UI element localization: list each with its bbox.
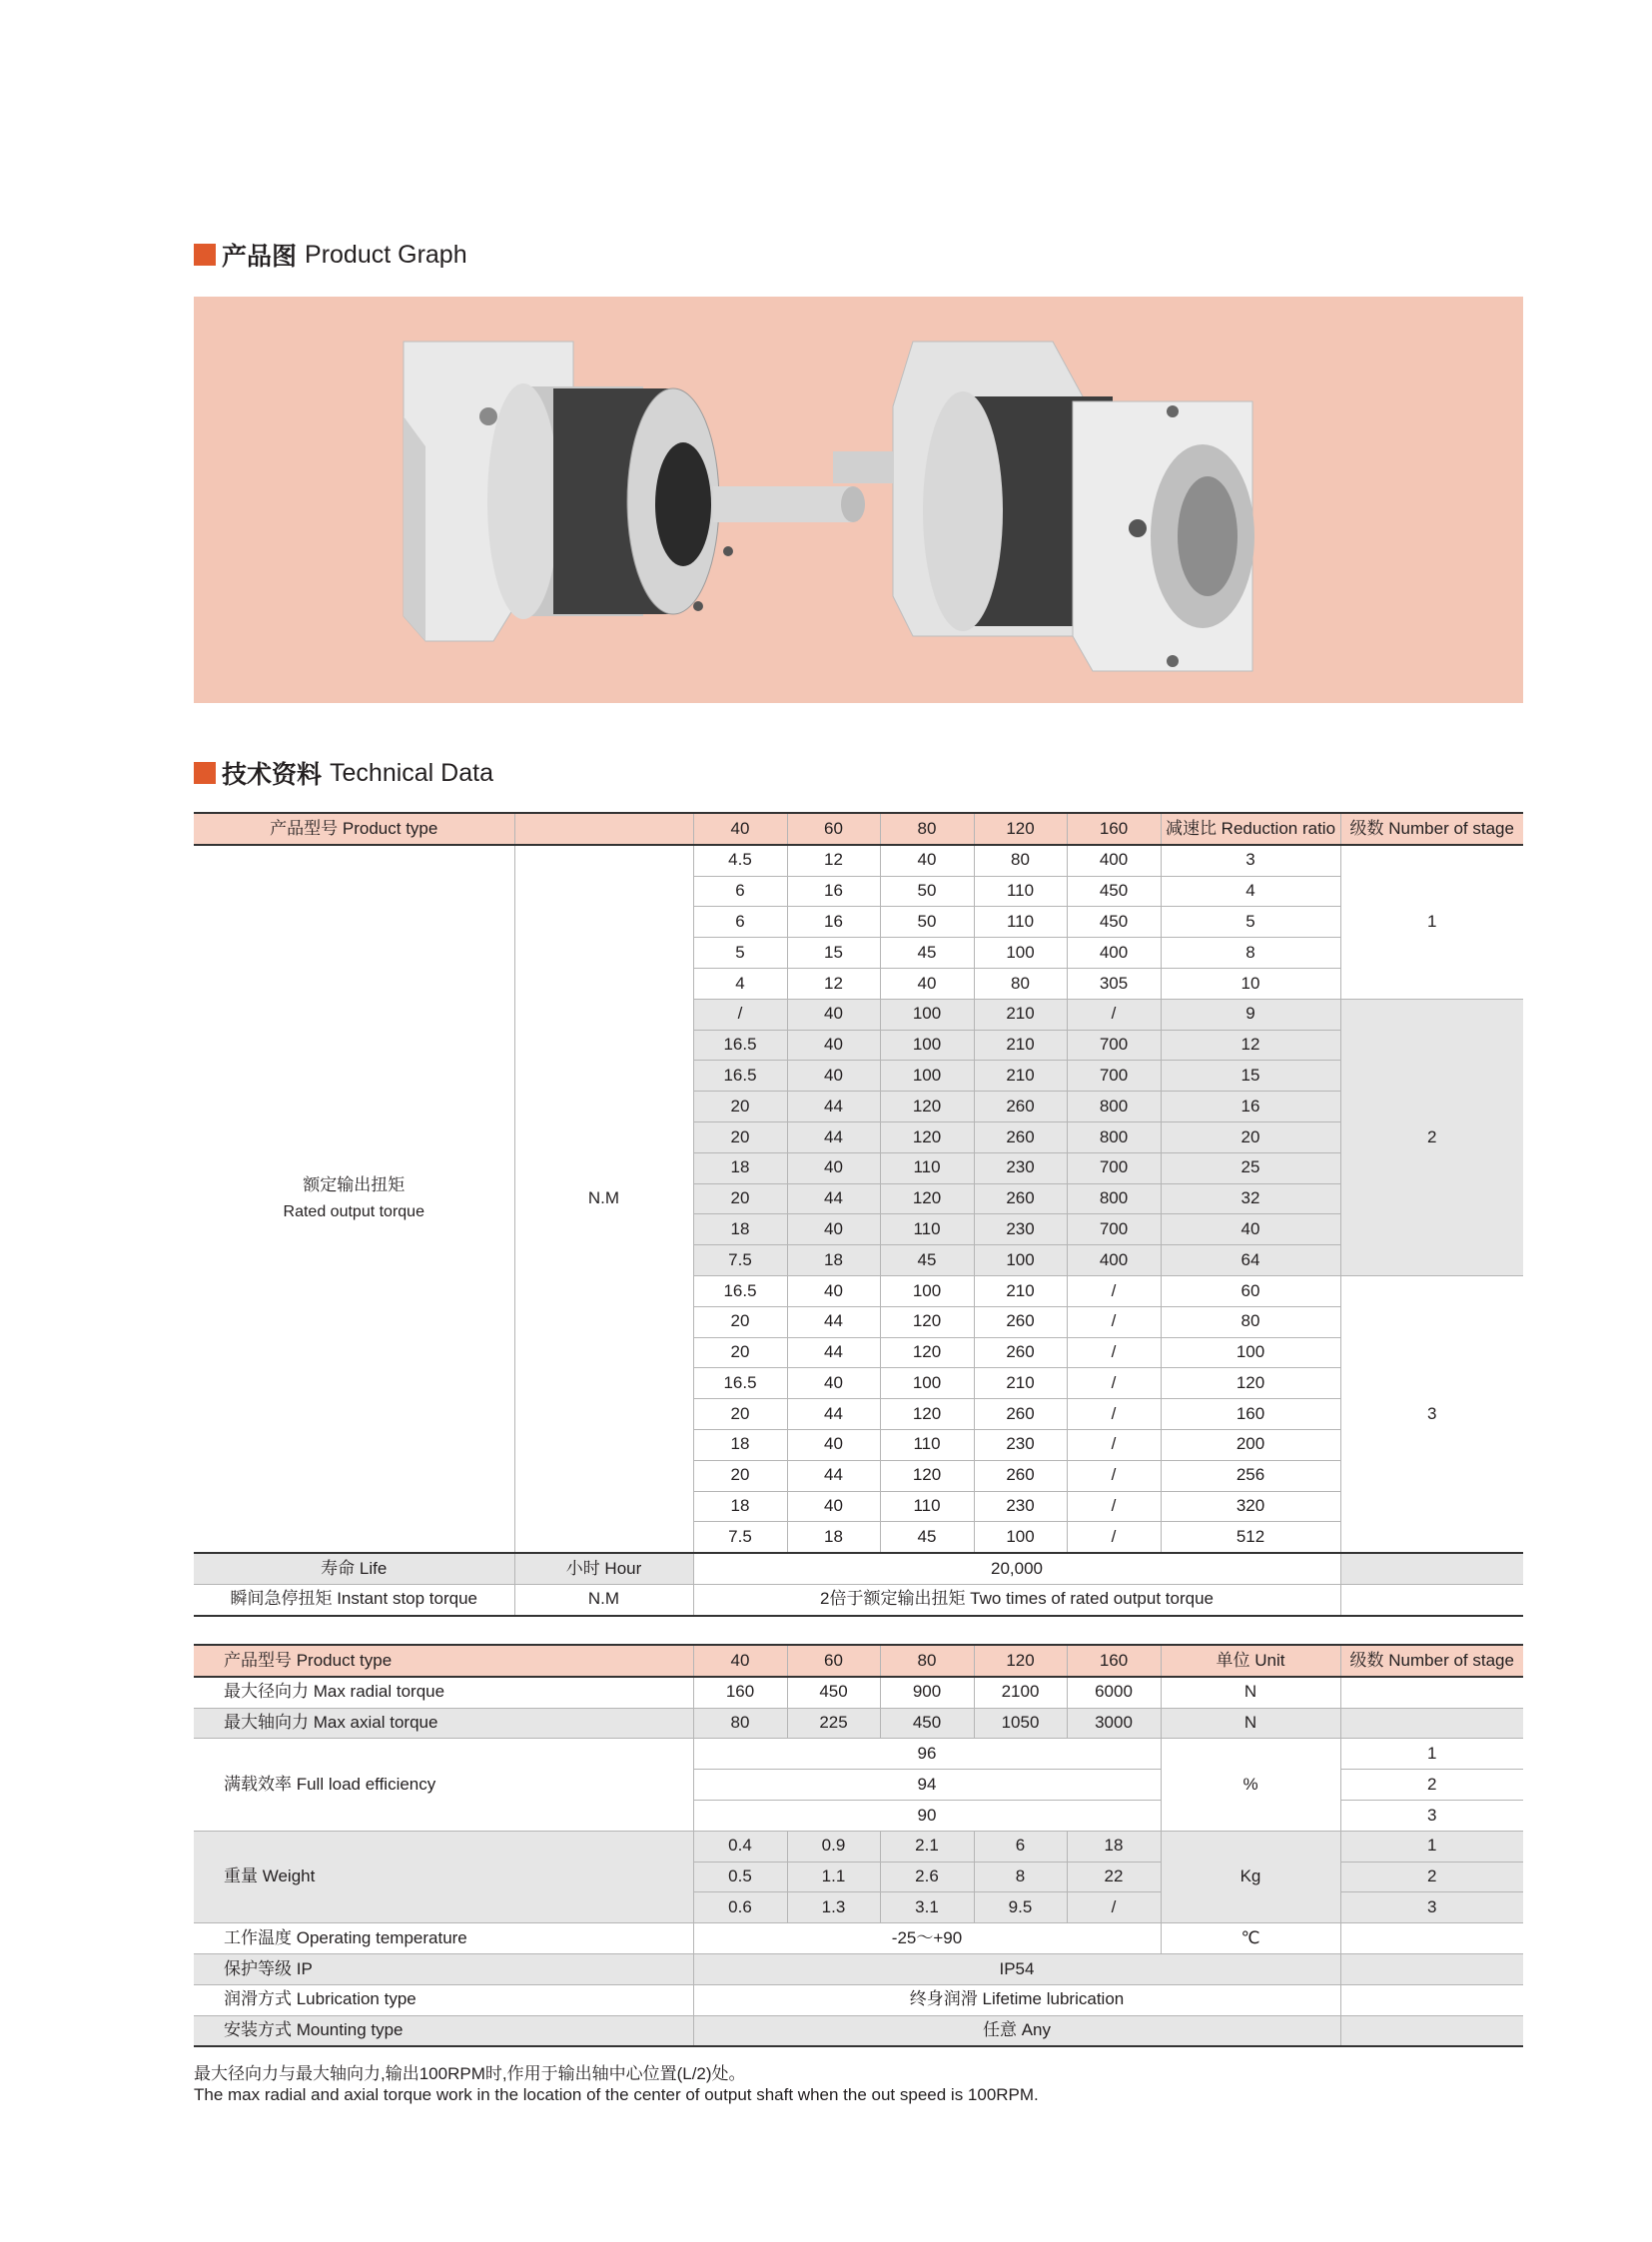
- max-radial-value: 2100: [974, 1677, 1067, 1708]
- torque-value: /: [1067, 1306, 1161, 1337]
- stage-value: 3: [1340, 1275, 1523, 1553]
- header-number-of-stage: 级数 Number of stage: [1340, 813, 1523, 845]
- section-marker: [194, 762, 216, 784]
- table-row: [194, 845, 1523, 876]
- reduction-ratio-value: 16: [1161, 1092, 1340, 1122]
- header-unit: 单位 Unit: [1161, 1645, 1340, 1677]
- blank-cell: [1340, 1708, 1523, 1739]
- torque-value: 44: [787, 1183, 880, 1214]
- reduction-ratio-value: 100: [1161, 1337, 1340, 1368]
- torque-value: 700: [1067, 1061, 1161, 1092]
- life-row: [194, 1553, 1523, 1584]
- lubrication-value: 终身润滑 Lifetime lubrication: [693, 1984, 1340, 2015]
- instant-stop-unit: N.M: [514, 1584, 693, 1615]
- torque-value: 45: [880, 1522, 974, 1553]
- torque-value: 210: [974, 999, 1067, 1030]
- weight-unit: Kg: [1161, 1831, 1340, 1922]
- torque-value: 20: [693, 1121, 787, 1152]
- torque-value: 260: [974, 1460, 1067, 1491]
- torque-value: 18: [693, 1491, 787, 1522]
- header-model: 80: [880, 1645, 974, 1677]
- max-axial-row: [194, 1708, 1523, 1739]
- weight-value: 0.6: [693, 1892, 787, 1923]
- header-number-of-stage: 级数 Number of stage: [1340, 1645, 1523, 1677]
- torque-value: 40: [787, 1275, 880, 1306]
- torque-value: 45: [880, 938, 974, 969]
- temperature-unit: ℃: [1161, 1923, 1340, 1954]
- torque-value: 40: [787, 1429, 880, 1460]
- max-axial-unit: N: [1161, 1708, 1340, 1739]
- torque-value: 40: [787, 1061, 880, 1092]
- max-axial-value: 450: [880, 1708, 974, 1739]
- header-model: 40: [693, 813, 787, 845]
- torque-value: 100: [880, 1061, 974, 1092]
- efficiency-value: 90: [693, 1800, 1161, 1831]
- torque-value: 230: [974, 1429, 1067, 1460]
- section-marker: [194, 244, 216, 266]
- instant-stop-label: 瞬间急停扭矩 Instant stop torque: [194, 1584, 514, 1615]
- torque-value: /: [1067, 1460, 1161, 1491]
- torque-value: 18: [693, 1429, 787, 1460]
- reduction-ratio-value: 320: [1161, 1491, 1340, 1522]
- max-radial-value: 450: [787, 1677, 880, 1708]
- stage-value: 1: [1340, 1739, 1523, 1770]
- torque-value: 18: [787, 1522, 880, 1553]
- blank-cell: [1340, 1584, 1523, 1615]
- stage-value: 1: [1340, 845, 1523, 999]
- life-unit: 小时 Hour: [514, 1553, 693, 1584]
- torque-value: 16.5: [693, 1368, 787, 1399]
- gearbox-photo-illustration: [194, 297, 1523, 703]
- torque-value: 44: [787, 1306, 880, 1337]
- torque-value: 7.5: [693, 1245, 787, 1276]
- header-reduction-ratio: 减速比 Reduction ratio: [1161, 813, 1340, 845]
- blank-cell: [1340, 1984, 1523, 2015]
- torque-value: 120: [880, 1399, 974, 1430]
- header-model: 120: [974, 813, 1067, 845]
- torque-value: 100: [880, 1368, 974, 1399]
- torque-value: 100: [880, 1275, 974, 1306]
- torque-value: 20: [693, 1460, 787, 1491]
- ip-row: [194, 1953, 1523, 1984]
- reduction-ratio-value: 3: [1161, 845, 1340, 876]
- blank-cell: [1340, 1923, 1523, 1954]
- table-header-row: [194, 1645, 1523, 1677]
- weight-value: 6: [974, 1831, 1067, 1862]
- torque-value: 120: [880, 1337, 974, 1368]
- torque-value: 6: [693, 876, 787, 907]
- stage-value: 2: [1340, 1770, 1523, 1801]
- max-axial-value: 3000: [1067, 1708, 1161, 1739]
- torque-value: 18: [693, 1152, 787, 1183]
- reduction-ratio-value: 8: [1161, 938, 1340, 969]
- torque-value: 800: [1067, 1183, 1161, 1214]
- torque-value: 40: [787, 1368, 880, 1399]
- torque-value: 16.5: [693, 1275, 787, 1306]
- reduction-ratio-value: 64: [1161, 1245, 1340, 1276]
- torque-value: 210: [974, 1061, 1067, 1092]
- weight-value: 22: [1067, 1862, 1161, 1892]
- max-radial-label: 最大径向力 Max radial torque: [194, 1677, 693, 1708]
- reduction-ratio-value: 9: [1161, 999, 1340, 1030]
- weight-value: 8: [974, 1862, 1067, 1892]
- mounting-row: [194, 2015, 1523, 2046]
- header-model: 120: [974, 1645, 1067, 1677]
- torque-value: 44: [787, 1399, 880, 1430]
- torque-value: /: [693, 999, 787, 1030]
- torque-value: 260: [974, 1337, 1067, 1368]
- rated-output-torque-label: [194, 845, 514, 1553]
- torque-value: 4.5: [693, 845, 787, 876]
- weight-value: 2.1: [880, 1831, 974, 1862]
- torque-value: 800: [1067, 1121, 1161, 1152]
- header-model: 160: [1067, 813, 1161, 845]
- torque-value: 80: [974, 845, 1067, 876]
- reduction-ratio-value: 256: [1161, 1460, 1340, 1491]
- blank-cell: [1340, 1953, 1523, 1984]
- max-radial-value: 900: [880, 1677, 974, 1708]
- torque-value: 450: [1067, 876, 1161, 907]
- torque-value: 800: [1067, 1092, 1161, 1122]
- torque-value: 230: [974, 1491, 1067, 1522]
- torque-value: 120: [880, 1460, 974, 1491]
- torque-value: 210: [974, 1368, 1067, 1399]
- torque-value: 110: [880, 1491, 974, 1522]
- torque-value: 260: [974, 1121, 1067, 1152]
- efficiency-value: 96: [693, 1739, 1161, 1770]
- reduction-ratio-value: 512: [1161, 1522, 1340, 1553]
- torque-value: 40: [787, 1491, 880, 1522]
- header-product-type: 产品型号 Product type: [194, 1645, 693, 1677]
- torque-value: /: [1067, 1522, 1161, 1553]
- reduction-ratio-value: 20: [1161, 1121, 1340, 1152]
- weight-label: 重量 Weight: [194, 1831, 693, 1922]
- torque-value: 18: [693, 1214, 787, 1245]
- header-model: 60: [787, 813, 880, 845]
- torque-value: 210: [974, 1030, 1067, 1061]
- reduction-ratio-value: 10: [1161, 968, 1340, 999]
- torque-value: 700: [1067, 1030, 1161, 1061]
- torque-value: 400: [1067, 938, 1161, 969]
- torque-value: 305: [1067, 968, 1161, 999]
- max-radial-row: [194, 1677, 1523, 1708]
- max-radial-value: 160: [693, 1677, 787, 1708]
- reduction-ratio-value: 60: [1161, 1275, 1340, 1306]
- torque-value: /: [1067, 1337, 1161, 1368]
- torque-value: 260: [974, 1092, 1067, 1122]
- efficiency-unit: %: [1161, 1739, 1340, 1831]
- header-blank: [514, 813, 693, 845]
- torque-value: 40: [787, 1152, 880, 1183]
- torque-value: 20: [693, 1183, 787, 1214]
- mounting-label: 安装方式 Mounting type: [194, 2015, 693, 2046]
- torque-value: 110: [880, 1429, 974, 1460]
- reduction-ratio-value: 4: [1161, 876, 1340, 907]
- max-axial-value: 1050: [974, 1708, 1067, 1739]
- max-axial-value: 80: [693, 1708, 787, 1739]
- ip-value: IP54: [693, 1953, 1340, 1984]
- torque-value: 230: [974, 1152, 1067, 1183]
- torque-value: 4: [693, 968, 787, 999]
- stage-value: 3: [1340, 1892, 1523, 1923]
- torque-value: /: [1067, 1429, 1161, 1460]
- torque-value: 40: [787, 1030, 880, 1061]
- life-value: 20,000: [693, 1553, 1340, 1584]
- torque-value: 110: [974, 907, 1067, 938]
- header-model: 160: [1067, 1645, 1161, 1677]
- torque-value: 12: [787, 845, 880, 876]
- footnote-en: The max radial and axial torque work in the location of the center of output shaft when the out speed is 100RPM.: [194, 2085, 1039, 2104]
- torque-value: 120: [880, 1306, 974, 1337]
- torque-value: 15: [787, 938, 880, 969]
- torque-value: 120: [880, 1121, 974, 1152]
- weight-value: 9.5: [974, 1892, 1067, 1923]
- weight-value: 3.1: [880, 1892, 974, 1923]
- torque-value: 260: [974, 1306, 1067, 1337]
- temperature-label: 工作温度 Operating temperature: [194, 1923, 693, 1954]
- efficiency-row: [194, 1739, 1523, 1770]
- torque-value: 100: [974, 938, 1067, 969]
- torque-value: 80: [974, 968, 1067, 999]
- torque-value: /: [1067, 1275, 1161, 1306]
- mounting-value: 任意 Any: [693, 2015, 1340, 2046]
- section-title-en: Product Graph: [305, 240, 467, 269]
- torque-value: 230: [974, 1214, 1067, 1245]
- reduction-ratio-value: 40: [1161, 1214, 1340, 1245]
- reduction-ratio-value: 15: [1161, 1061, 1340, 1092]
- reduction-ratio-value: 200: [1161, 1429, 1340, 1460]
- lubrication-label: 润滑方式 Lubrication type: [194, 1984, 693, 2015]
- instant-stop-row: [194, 1584, 1523, 1615]
- ip-label: 保护等级 IP: [194, 1953, 693, 1984]
- blank-cell: [1340, 1677, 1523, 1708]
- instant-stop-value: 2倍于额定输出扭矩 Two times of rated output torque: [693, 1584, 1340, 1615]
- torque-value: 44: [787, 1121, 880, 1152]
- section-title-technical-data: [194, 758, 493, 788]
- torque-value: 44: [787, 1337, 880, 1368]
- torque-value: 16: [787, 876, 880, 907]
- torque-value: 120: [880, 1092, 974, 1122]
- torque-value: 400: [1067, 1245, 1161, 1276]
- torque-value: 110: [880, 1214, 974, 1245]
- section-title-cn: 技术资料: [222, 760, 323, 789]
- torque-value: /: [1067, 999, 1161, 1030]
- blank-cell: [1340, 2015, 1523, 2046]
- torque-value: 100: [974, 1245, 1067, 1276]
- operating-temperature-row: [194, 1923, 1523, 1954]
- torque-value: 44: [787, 1460, 880, 1491]
- weight-value: 1.3: [787, 1892, 880, 1923]
- max-axial-value: 225: [787, 1708, 880, 1739]
- stage-value: 3: [1340, 1800, 1523, 1831]
- torque-value: 260: [974, 1399, 1067, 1430]
- weight-value: 2.6: [880, 1862, 974, 1892]
- efficiency-label: 满载效率 Full load efficiency: [194, 1739, 693, 1831]
- reduction-ratio-value: 12: [1161, 1030, 1340, 1061]
- stage-value: 1: [1340, 1831, 1523, 1862]
- header-model: 80: [880, 813, 974, 845]
- life-label: 寿命 Life: [194, 1553, 514, 1584]
- reduction-ratio-value: 5: [1161, 907, 1340, 938]
- efficiency-value: 94: [693, 1770, 1161, 1801]
- torque-value: /: [1067, 1491, 1161, 1522]
- max-axial-label: 最大轴向力 Max axial torque: [194, 1708, 693, 1739]
- section-title-cn: 产品图: [222, 242, 298, 271]
- technical-data-table-general: [194, 1644, 1523, 2047]
- torque-value: 50: [880, 907, 974, 938]
- torque-value: 210: [974, 1275, 1067, 1306]
- lubrication-row: [194, 1984, 1523, 2015]
- torque-label-en: Rated output torque: [283, 1203, 424, 1220]
- section-title-en: Technical Data: [330, 758, 493, 787]
- gearbox-right-image: [833, 342, 1254, 671]
- torque-value: /: [1067, 1368, 1161, 1399]
- header-product-type: 产品型号 Product type: [194, 813, 514, 845]
- torque-value: 16: [787, 907, 880, 938]
- torque-value: 16.5: [693, 1030, 787, 1061]
- stage-value: 2: [1340, 1862, 1523, 1892]
- torque-value: 7.5: [693, 1522, 787, 1553]
- torque-value: 260: [974, 1183, 1067, 1214]
- torque-value: 100: [974, 1522, 1067, 1553]
- max-radial-value: 6000: [1067, 1677, 1161, 1708]
- weight-value: 0.5: [693, 1862, 787, 1892]
- torque-value: 20: [693, 1092, 787, 1122]
- torque-value: 16.5: [693, 1061, 787, 1092]
- torque-value: 700: [1067, 1214, 1161, 1245]
- torque-value: 18: [787, 1245, 880, 1276]
- reduction-ratio-value: 120: [1161, 1368, 1340, 1399]
- torque-value: 45: [880, 1245, 974, 1276]
- reduction-ratio-value: 32: [1161, 1183, 1340, 1214]
- max-radial-unit: N: [1161, 1677, 1340, 1708]
- weight-value: 1.1: [787, 1862, 880, 1892]
- torque-value: 400: [1067, 845, 1161, 876]
- torque-value: 5: [693, 938, 787, 969]
- torque-value: 110: [974, 876, 1067, 907]
- gearbox-left-image: [404, 342, 865, 641]
- section-title-product-graph: [194, 240, 467, 270]
- header-model: 40: [693, 1645, 787, 1677]
- torque-value: 40: [787, 1214, 880, 1245]
- torque-value: 450: [1067, 907, 1161, 938]
- torque-value: 50: [880, 876, 974, 907]
- weight-value: 0.9: [787, 1831, 880, 1862]
- table-header-row: [194, 813, 1523, 845]
- torque-label-cn: 额定输出扭矩: [303, 1175, 406, 1195]
- weight-value: 18: [1067, 1831, 1161, 1862]
- torque-value: 40: [787, 999, 880, 1030]
- product-photo-panel: [194, 297, 1523, 703]
- torque-value: 6: [693, 907, 787, 938]
- torque-value: 110: [880, 1152, 974, 1183]
- reduction-ratio-value: 160: [1161, 1399, 1340, 1430]
- torque-value: 20: [693, 1337, 787, 1368]
- technical-data-table-torque: [194, 812, 1523, 1617]
- torque-value: 100: [880, 1030, 974, 1061]
- footnote-cn: 最大径向力与最大轴向力,输出100RPM时,作用于输出轴中心位置(L/2)处。: [194, 2064, 746, 2083]
- torque-unit: N.M: [514, 845, 693, 1553]
- torque-value: 120: [880, 1183, 974, 1214]
- header-model: 60: [787, 1645, 880, 1677]
- reduction-ratio-value: 80: [1161, 1306, 1340, 1337]
- weight-value: 0.4: [693, 1831, 787, 1862]
- torque-value: 700: [1067, 1152, 1161, 1183]
- reduction-ratio-value: 25: [1161, 1152, 1340, 1183]
- weight-value: /: [1067, 1892, 1161, 1923]
- temperature-value: -25～+90: [693, 1923, 1161, 1954]
- torque-value: 44: [787, 1092, 880, 1122]
- torque-value: 12: [787, 968, 880, 999]
- blank-cell: [1340, 1553, 1523, 1584]
- torque-value: /: [1067, 1399, 1161, 1430]
- weight-row: [194, 1831, 1523, 1862]
- torque-value: 20: [693, 1306, 787, 1337]
- torque-value: 40: [880, 968, 974, 999]
- torque-value: 100: [880, 999, 974, 1030]
- torque-value: 20: [693, 1399, 787, 1430]
- torque-value: 40: [880, 845, 974, 876]
- stage-value: 2: [1340, 999, 1523, 1275]
